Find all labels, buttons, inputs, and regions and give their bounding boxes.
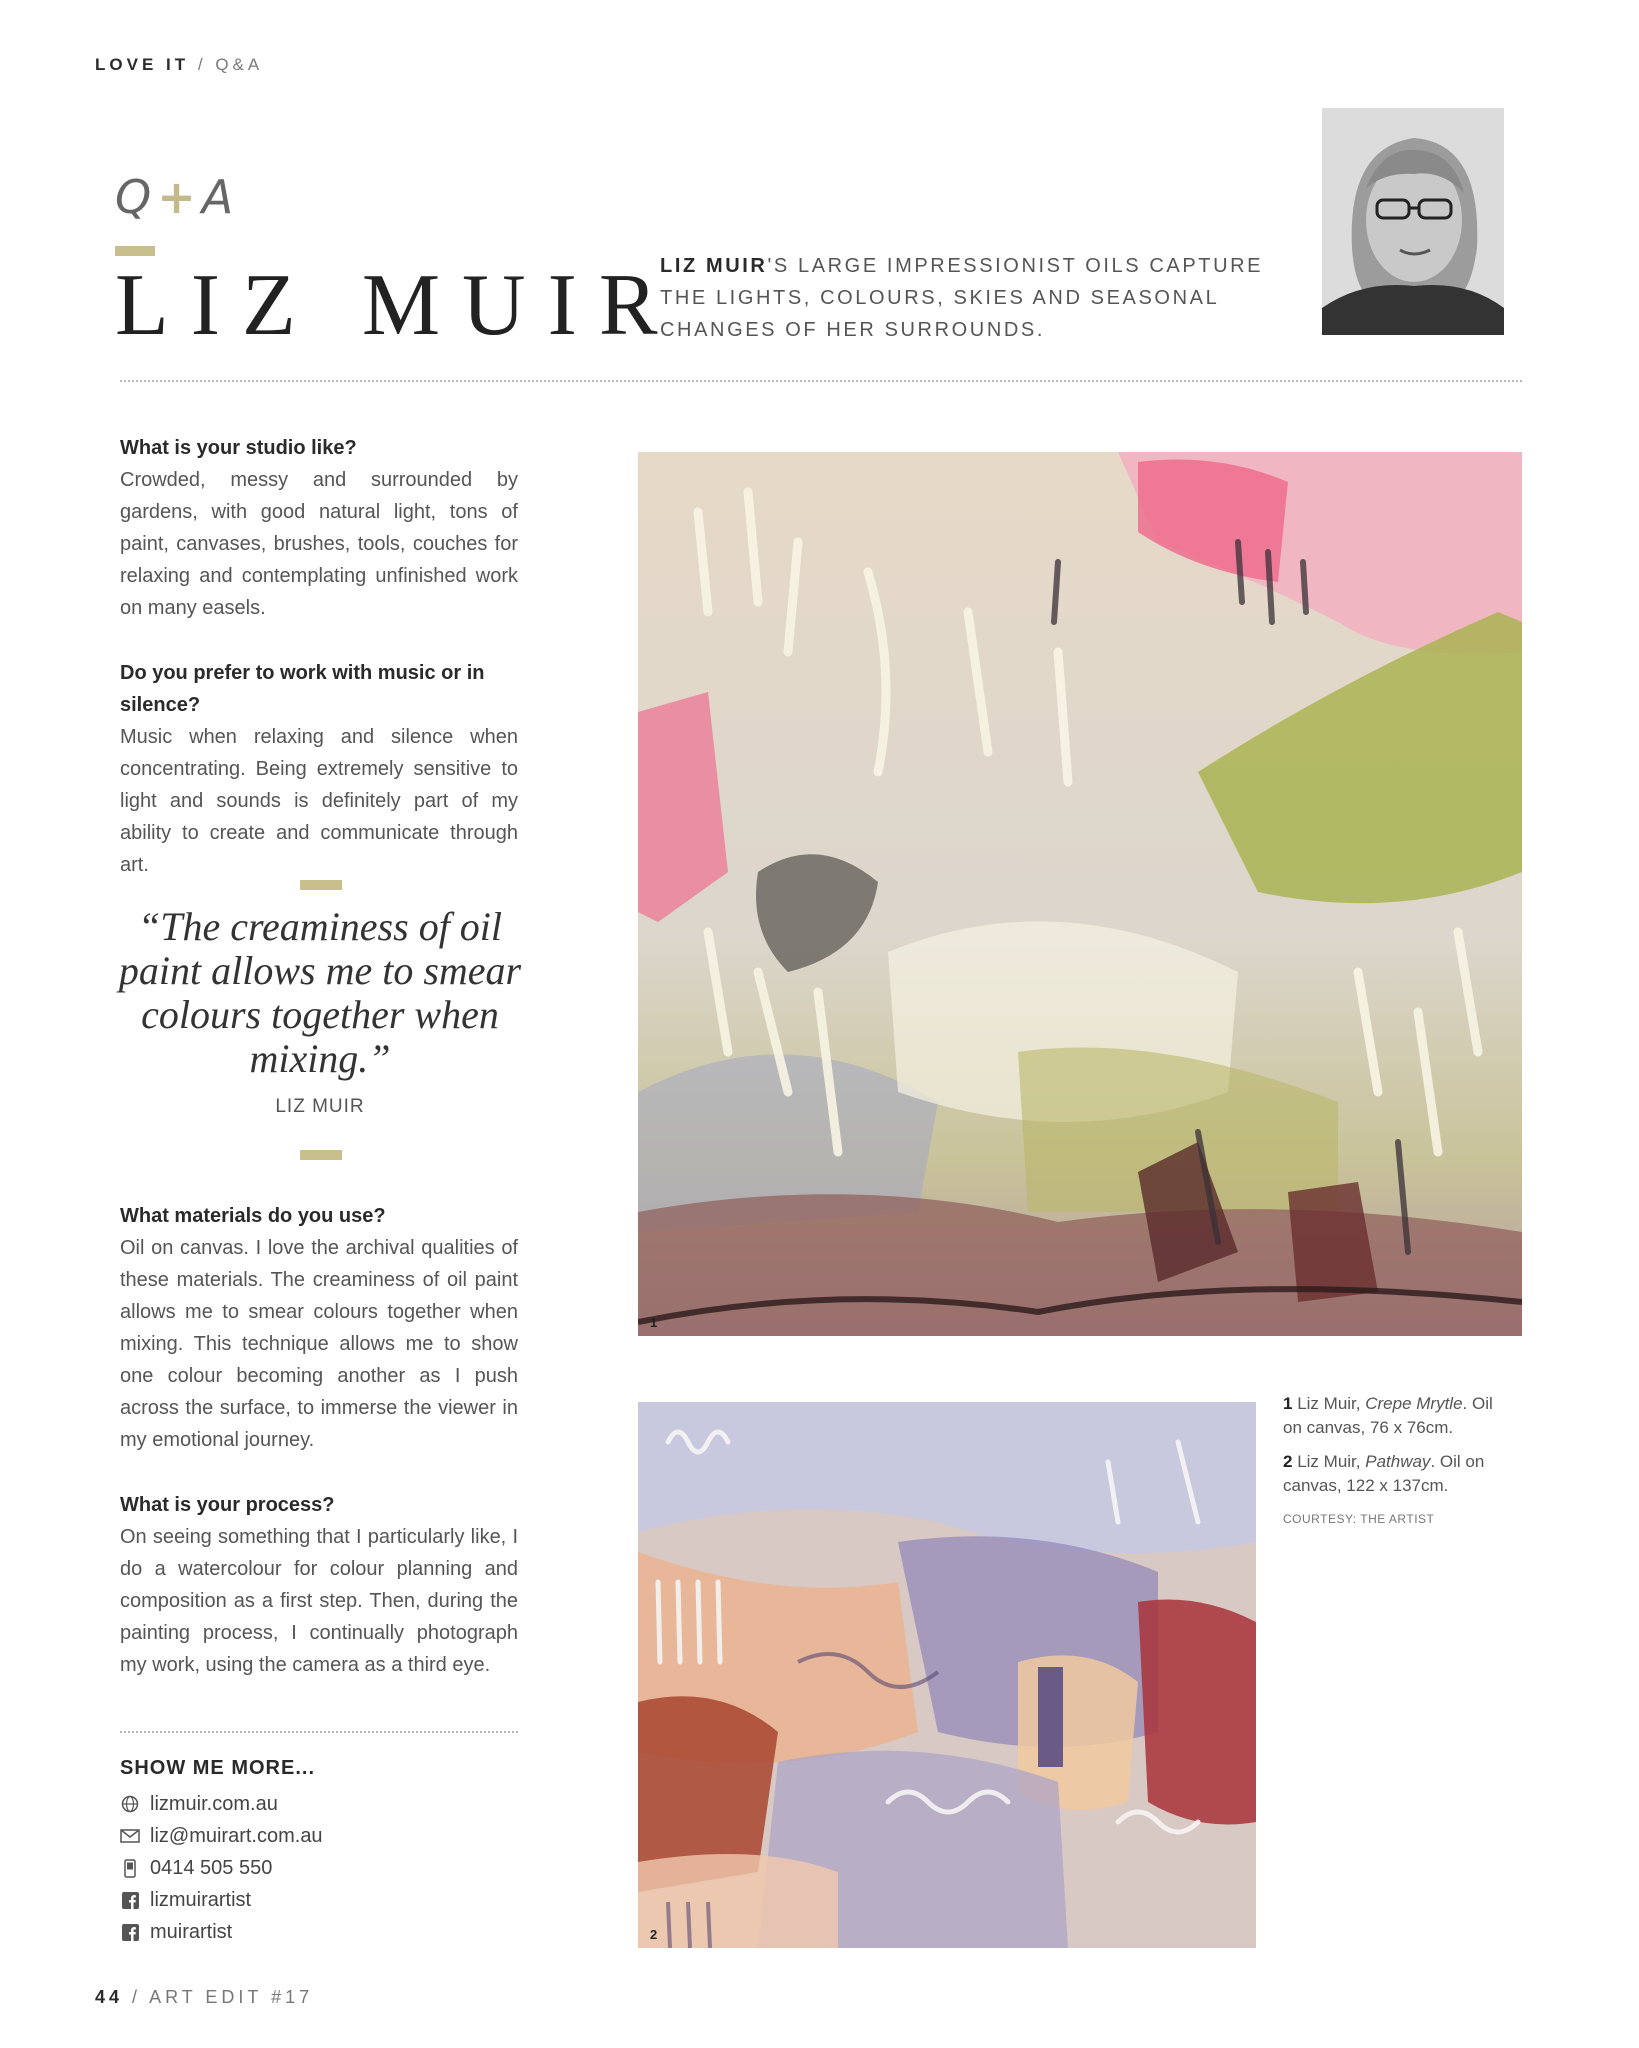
contact-phone[interactable]	[120, 1852, 323, 1884]
section-label	[95, 55, 263, 75]
image-courtesy: COURTESY: THE ARTIST	[1283, 1512, 1435, 1526]
quote-accent-bottom	[300, 1150, 342, 1160]
answer-text: Crowded, messy and surrounded by gardens, with good natural light, tons of paint, canvases, brushes, tools, couches for relaxing and contemplating unfinished work on many easels.	[120, 469, 518, 619]
answer-text: On seeing something that I particularly like, I do a watercolour for colour planning and composition as a first step. Then, during the painting process, I continually photograph my work, using the camera as a third eye.	[120, 1526, 518, 1676]
contact-text: lizmuirartist	[150, 1889, 252, 1911]
question-text: What is your studio like?	[120, 437, 357, 459]
title-accent-bar	[115, 246, 155, 256]
facebook-icon	[120, 1922, 140, 1942]
figure-number: 2	[650, 1927, 658, 1942]
section-separator: /	[197, 55, 207, 74]
contact-text: liz@muirart.com.au	[150, 1825, 323, 1847]
contact-email[interactable]	[120, 1820, 323, 1852]
painting-pathway	[638, 1402, 1256, 1948]
answer-text: Oil on canvas. I love the archival qualities of these materials. The creaminess of oil paint allows me to smear colours together when mixing. This technique allows me to show one colour becoming another as I push across the surface, to immerse the viewer in my emotional journey.	[120, 1237, 518, 1451]
contact-text: muirartist	[150, 1921, 233, 1943]
painting-2-image	[638, 1402, 1256, 1948]
intro-lead: LIZ MUIR	[660, 255, 768, 277]
facebook-icon	[120, 1890, 140, 1910]
qa-mark	[115, 170, 235, 224]
qa-music	[120, 657, 518, 881]
contact-website[interactable]	[120, 1788, 323, 1820]
question-text: Do you prefer to work with music or in silence?	[120, 662, 485, 716]
contact-text: lizmuir.com.au	[150, 1793, 278, 1815]
artist-portrait	[1322, 108, 1504, 335]
painting-1-image	[638, 452, 1522, 1336]
globe-icon	[120, 1794, 140, 1814]
footer-separator: /	[132, 1987, 142, 2007]
qa-q: Q	[115, 170, 154, 224]
phone-icon	[120, 1858, 140, 1878]
artist-name-title: LIZ MUIR	[115, 257, 680, 354]
envelope-icon	[120, 1826, 140, 1846]
contact-list	[120, 1788, 323, 1948]
contact-facebook-1[interactable]	[120, 1884, 323, 1916]
qa-a: A	[201, 170, 236, 224]
painting-crepe-myrtle	[638, 452, 1522, 1336]
qa-process	[120, 1489, 518, 1681]
answer-text: Music when relaxing and silence when concentrating. Being extremely sensitive to light and sounds is definitely part of my ability to create and communicate through art.	[120, 726, 518, 876]
subsection-name: Q&A	[215, 55, 264, 74]
show-more-divider	[120, 1731, 518, 1733]
caption-1: 1 Liz Muir, Crepe Mrytle. Oil on canvas, 76 x 76cm.	[1283, 1394, 1493, 1437]
intro-text	[660, 250, 1300, 346]
figure-number: 1	[650, 1315, 658, 1330]
figure-captions	[1283, 1392, 1513, 1508]
question-text: What materials do you use?	[120, 1205, 386, 1227]
section-name: LOVE IT	[95, 55, 190, 74]
portrait-photo	[1322, 108, 1504, 335]
question-text: What is your process?	[120, 1494, 335, 1516]
header-divider	[120, 380, 1522, 382]
contact-facebook-2[interactable]	[120, 1916, 323, 1948]
publication-name: ART EDIT #17	[149, 1987, 314, 2007]
intro-rest: 'S LARGE IMPRESSIONIST OILS CAPTURE THE LIGHTS, COLOURS, SKIES AND SEASONAL CHANGES OF HER SURROUNDS.	[660, 255, 1264, 341]
qa-plus: +	[157, 170, 198, 224]
quote-accent-top	[300, 880, 342, 890]
qa-studio	[120, 432, 518, 624]
page-number: 44	[95, 1987, 124, 2007]
caption-2: 2 Liz Muir, Pathway. Oil on canvas, 122 x 137cm.	[1283, 1452, 1485, 1495]
qa-materials	[120, 1200, 518, 1456]
show-more-title: SHOW ME MORE...	[120, 1757, 315, 1779]
contact-text: 0414 505 550	[150, 1857, 273, 1879]
pull-quote: “The creaminess of oil paint allows me to smear colours together when mixing.”	[118, 904, 522, 1081]
page-footer	[95, 1987, 313, 2008]
quote-author: LIZ MUIR	[275, 1096, 365, 1117]
